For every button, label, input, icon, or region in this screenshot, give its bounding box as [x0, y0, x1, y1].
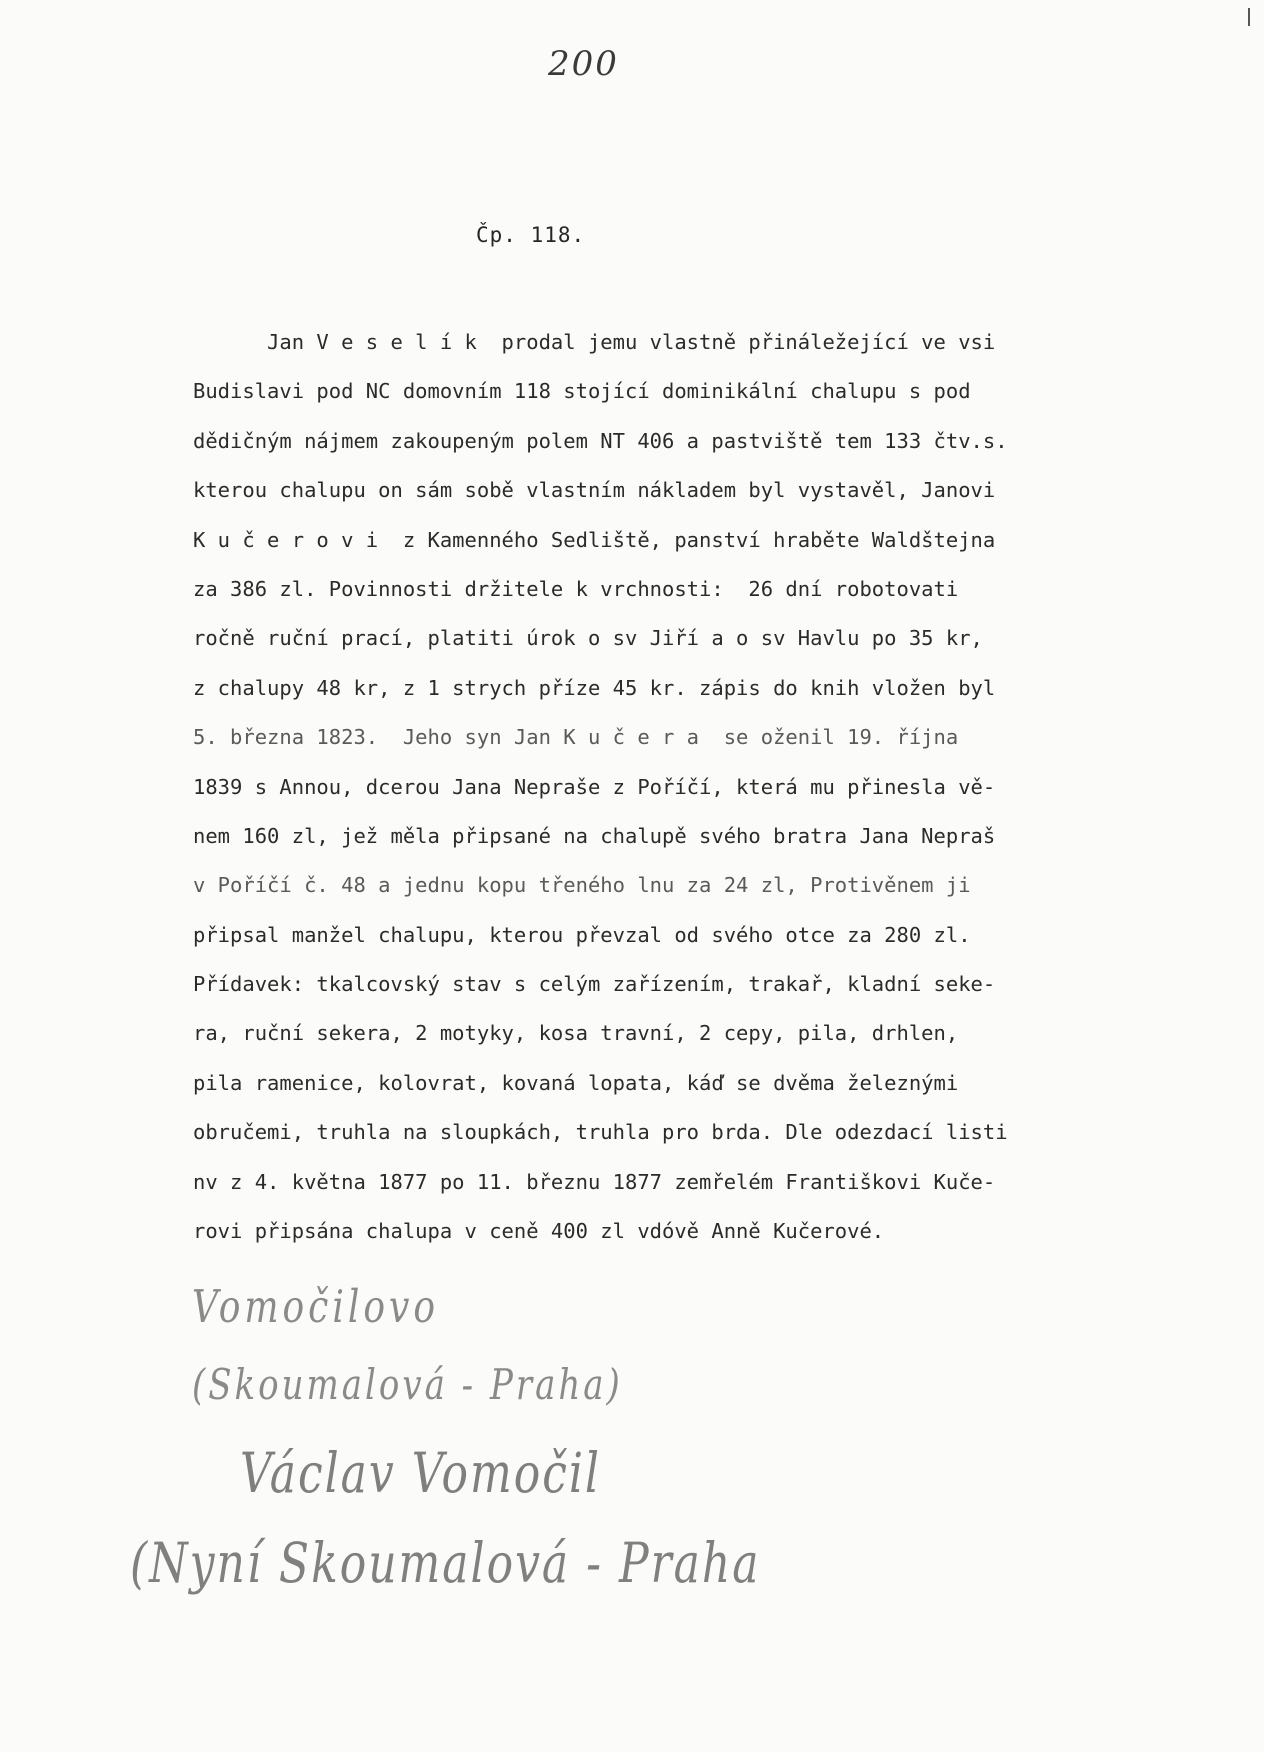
body-line: v Poříčí č. 48 a jednu kopu třeného lnu za 24 zl, Protivěnem ji: [193, 873, 971, 898]
handwritten-note: Václav Vomočil: [240, 1442, 601, 1506]
body-line: rovi připsána chalupa v ceně 400 zl vdóvě Anně Kučerové.: [193, 1219, 885, 1244]
house-number-heading: Čp. 118.: [476, 223, 586, 247]
body-line: Jan V e s e l í k prodal jemu vlastně přináležející ve vsi: [193, 330, 996, 354]
body-line: nv z 4. května 1877 po 11. březnu 1877 zemřelém Františkovi Kuče-: [193, 1169, 996, 1194]
body-line: připsal manžel chalupu, kterou převzal od svého otce za 280 zl.: [193, 922, 971, 947]
body-line: obručemi, truhla na sloupkách, truhla pro brda. Dle odezdací listi: [193, 1120, 1008, 1145]
body-line: ra, ruční sekera, 2 motyky, kosa travní, 2 cepy, pila, drhlen,: [193, 1021, 959, 1046]
body-line: dědičným nájmem zakoupeným polem NT 406 a pastviště tem 133 čtv.s.: [193, 428, 1008, 453]
body-line: Přídavek: tkalcovský stav s celým zařízením, trakař, kladní seke-: [193, 972, 996, 997]
handwritten-note: Vomočilovo: [192, 1282, 440, 1334]
body-line: 1839 s Annou, dcerou Jana Nepraše z Poříčí, která mu přinesla vě-: [193, 774, 996, 799]
scan-edge-mark: [1248, 8, 1250, 26]
handwritten-note: (Nyní Skoumalová - Praha: [130, 1532, 761, 1596]
body-line: kterou chalupu on sám sobě vlastním nákladem byl vystavěl, Janovi: [193, 478, 996, 503]
body-line: pila ramenice, kolovrat, kovaná lopata, káď se dvěma železnými: [193, 1070, 959, 1095]
body-line: za 386 zl. Povinnosti držitele k vrchnosti: 26 dní robotovati: [193, 576, 959, 601]
body-line: Budislavi pod NC domovním 118 stojící dominikální chalupu s pod: [193, 379, 971, 404]
body-line: 5. března 1823. Jeho syn Jan K u č e r a se oženil 19. října: [193, 725, 959, 750]
body-line: nem 160 zl, jež měla připsané na chalupě svého bratra Jana Nepraš: [193, 823, 996, 848]
typewritten-body: [193, 318, 1173, 1256]
body-line: z chalupy 48 kr, z 1 strych příze 45 kr. zápis do knih vložen byl: [193, 675, 996, 700]
body-line: K u č e r o v i z Kamenného Sedliště, panství hraběte Waldštejna: [193, 527, 996, 552]
body-line: ročně ruční prací, platiti úrok o sv Jiří a o sv Havlu po 35 kr,: [193, 626, 983, 651]
page-number: 200: [548, 44, 619, 84]
handwritten-note: (Skoumalová - Praha): [192, 1360, 623, 1410]
